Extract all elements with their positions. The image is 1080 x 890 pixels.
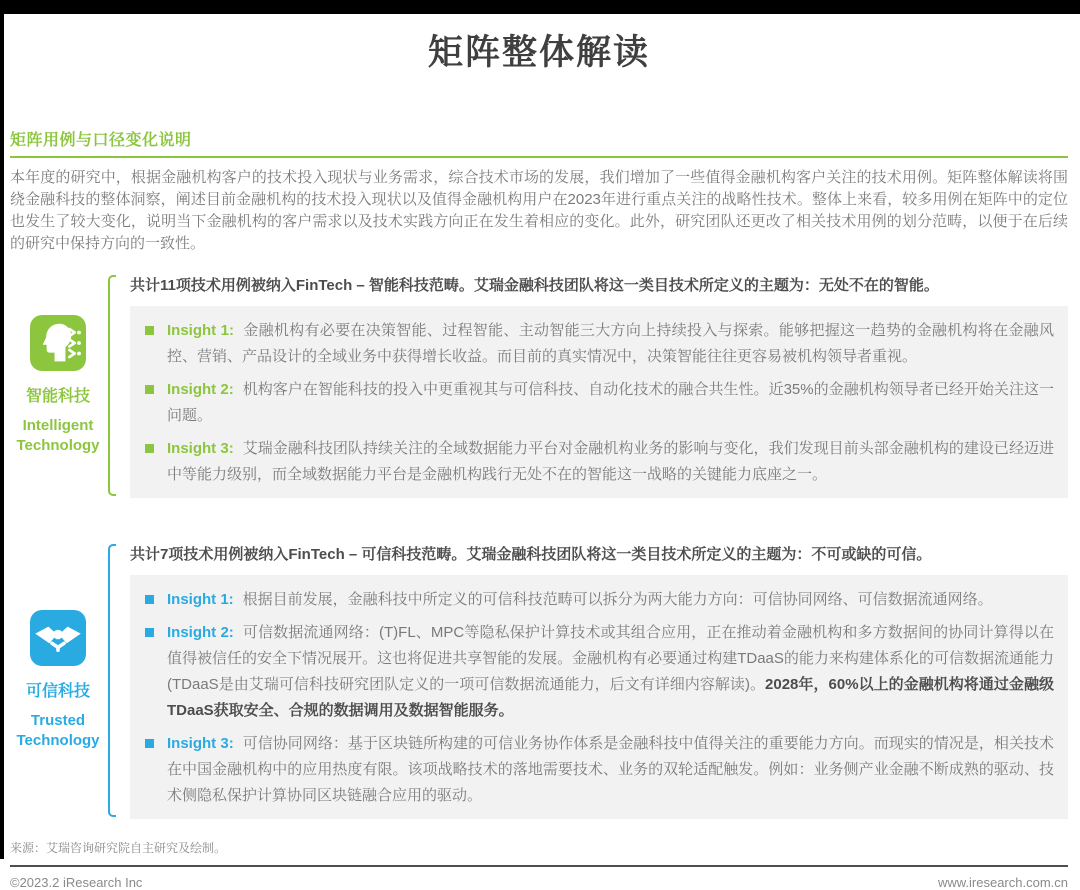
bullet-square-icon [145, 739, 154, 748]
trusted-content [116, 542, 1068, 819]
intelligent-side-column [10, 273, 106, 498]
insight-text: 艾瑞金融科技团队持续关注的全域数据能力平台对金融机构业务的影响与变化，我们发现目前头部金融机构的建设已经迈进中等能力级别，而全域数据能力平台是金融机构践行无处不在的智能这一战略的关键能力底座之一。 [167, 440, 1054, 483]
insight-item [144, 318, 1054, 370]
intelligent-bracket [108, 275, 116, 496]
insight-bold-text: 2028年，60%以上的金融机构将通过金融级TDaaS获取安全、合规的数据调用及数据智能服务。 [167, 676, 1054, 719]
intro-paragraph: 本年度的研究中，根据金融机构客户的技术投入现状与业务需求，综合技术市场的发展，我们增加了一些值得金融机构客户关注的技术用例。矩阵整体解读将围绕金融科技的整体洞察，阐述目前金融机构的技术投入现状以及值得金融机构用户在2023年进行重点关注的战略性技术。整体上来看，较多用例在矩阵中的定位也发生了较大变化，说明当下金融机构的客户需求以及技术实践方向正在发生着相应的变化。此外，研究团队还更改了相关技术用例的划分范畴，以便于在后续的研究中保持方向的一致性。 [10, 169, 1068, 252]
insight-item [144, 587, 1054, 613]
insight-item [144, 436, 1054, 488]
trusted-side-column [10, 542, 106, 819]
trusted-heading: 共计7项技术用例被纳入FinTech – 可信科技范畴。艾瑞金融科技团队将这一类目技术所定义的主题为：不可或缺的可信。 [130, 546, 932, 563]
bullet-square-icon [145, 444, 154, 453]
intelligent-label-cn: 智能科技 [25, 388, 90, 405]
source-note: 来源：艾瑞咨询研究院自主研究及绘制。 [10, 841, 227, 855]
intelligent-insight-box [130, 306, 1068, 498]
insight-label: Insight 1: [167, 591, 234, 608]
insight-item [144, 731, 1054, 809]
top-border [0, 0, 1080, 14]
page-title: 矩阵整体解读 [427, 33, 650, 72]
insight-text: 金融机构有必要在决策智能、过程智能、主动智能三大方向上持续投入与探索。能够把握这一趋势的金融机构将在金融风控、营销、产品设计的全域业务中获得增长收益。而目前的真实情况中，决策智能往往更容易被机构领导者重视。 [167, 322, 1054, 365]
trusted-bracket [108, 544, 116, 817]
handshake-icon [30, 610, 86, 666]
trusted-label-en: Trusted Technology [16, 712, 100, 749]
bullet-square-icon [145, 385, 154, 394]
insight-label: Insight 3: [167, 735, 234, 752]
ai-head-icon [30, 315, 86, 371]
report-page [4, 14, 1076, 890]
insight-item [144, 620, 1054, 724]
insight-text: 可信数据流通网络：(T)FL、MPC等隐私保护计算技术或其组合应用，正在推动着金融机构和多方数据间的协同计算得以在值得被信任的安全下情况展开。这也将促进共享智能的发展。金融机构有必要通过构建TDaaS的能力来构建体系化的可信数据流通能力(TDaaS是由艾瑞可信科技研究团队定义的一项可信数据流通能力，后文有详细内容解读)。 [167, 624, 1054, 693]
section-header-rule [10, 156, 1068, 158]
bullet-square-icon [145, 595, 154, 604]
trusted-label-cn: 可信科技 [25, 683, 90, 700]
website-text: www.iresearch.com.cn [937, 875, 1068, 890]
insight-text: 机构客户在智能科技的投入中更重视其与可信科技、自动化技术的融合共生性。近35%的金融机构领导者已经开始关注这一问题。 [167, 381, 1055, 424]
insight-text: 根据目前发展，金融科技中所定义的可信科技范畴可以拆分为两大能力方向：可信协同网络、可信数据流通网络。 [242, 591, 993, 608]
insight-label: Insight 3: [167, 440, 234, 457]
intelligent-content [116, 273, 1068, 498]
insight-text: 可信协同网络：基于区块链所构建的可信业务协作体系是金融科技中值得关注的重要能力方向。而现实的情况是，相关技术在中国金融机构中的应用热度有限。该项战略技术的落地需要技术、业务的双轮适配触发。例如：业务侧产业金融不断成熟的驱动、技术侧隐私保护计算协同区块链融合应用的驱动。 [167, 735, 1054, 804]
section-trusted-technology [10, 542, 1068, 819]
bullet-square-icon [145, 326, 154, 335]
intelligent-label-en: Intelligent Technology [16, 417, 100, 454]
insight-label: Insight 1: [167, 322, 234, 339]
footer-divider [10, 865, 1068, 867]
section-header: 矩阵用例与口径变化说明 [10, 132, 192, 149]
bullet-square-icon [145, 628, 154, 637]
insight-item [144, 377, 1054, 429]
trusted-insight-box [130, 575, 1068, 819]
intelligent-heading: 共计11项技术用例被纳入FinTech – 智能科技范畴。艾瑞金融科技团队将这一类目技术所定义的主题为：无处不在的智能。 [130, 277, 939, 294]
section-intelligent-technology [10, 273, 1068, 498]
insight-label: Insight 2: [167, 381, 234, 398]
footer [10, 875, 1068, 890]
insight-label: Insight 2: [167, 624, 234, 641]
copyright-text: ©2023.2 iResearch Inc [10, 875, 143, 890]
